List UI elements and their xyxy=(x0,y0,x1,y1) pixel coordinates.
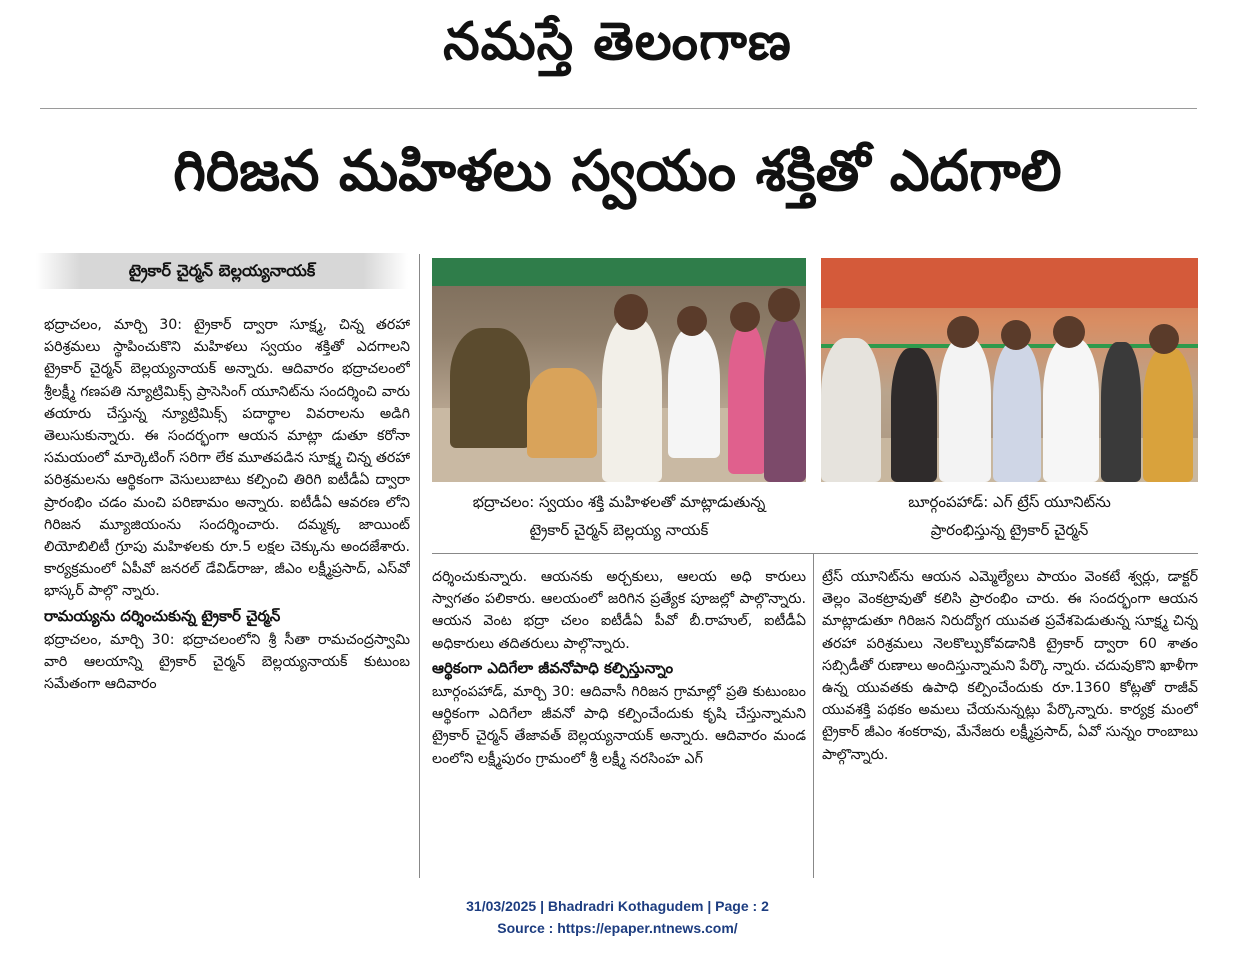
news-photo-burgampahad xyxy=(821,258,1198,482)
caption-line: ప్రారంభిస్తున్న ట్రైకార్ చైర్మన్ xyxy=(930,521,1089,539)
article-paragraph: భద్రాచలం, మార్చి 30: భద్రాచలంలోని శ్రీ సీతా రామచంద్రస్వామి వారి ఆలయాన్ని ట్రైకార్ చైర్మన్ బెల్లయ్యనాయక్ కుటుంబ సమేతంగా ఆదివారం xyxy=(44,631,410,693)
source-link[interactable]: Source : https://epaper.ntnews.com/ xyxy=(497,920,738,936)
article-paragraph: దర్శించుకున్నారు. ఆయనకు అర్చకులు, ఆలయ అధి కారులు స్వాగతం పలికారు. ఆలయంలో జరిగిన ప్రత్యేక పూజల్లో పాల్గొన్నారు. ఆయన వెంట భద్రా చలం ఐటీడీఏ పీవో బీ.రాహుల్, ఐటీడీఏ అధికారులు తదితరులు పాల్గొన్నారు. xyxy=(432,569,806,652)
article-kicker: ట్రైకార్ చైర్మన్ బెల్లయ్యనాయక్ xyxy=(36,253,408,289)
article-subheading: ఆర్థికంగా ఎదిగేలా జీవనోపాధి కల్పిస్తున్నాం xyxy=(432,658,674,677)
article-subheading: రామయ్యను దర్శించుకున్న ట్రైకార్ చైర్మన్ xyxy=(44,606,281,625)
caption-line: బూర్గంపహాడ్: ఎగ్ ట్రేస్ యూనిట్‌ను xyxy=(908,493,1111,511)
column-divider xyxy=(813,554,814,878)
masthead-divider xyxy=(40,108,1197,109)
photo-divider xyxy=(432,553,1198,554)
article-paragraph: ట్రేస్ యూనిట్‌ను ఆయన ఎమ్మెల్యేలు పాయం వెంకటే శ్వర్లు, డాక్టర్ తెల్లం వెంకట్రావుతో కలిసి ప్రారంభిం చారు. ఈ సందర్భంగా ఆయన మాట్లాడుతూ గిరిజన నిరుద్యోగ యువత ప్రవేశపెడుతున్న సూక్ష్మ చిన్న తరహా పరిశ్రమలు నెలకొల్పుకోవడానికి ట్రైకార్ ద్వారా 60 శాతం సబ్సిడీతో రుణాలు అందిస్తున్నామని పేర్కొ న్నారు. చదువుకొని ఖాళీగా ఉన్న యువతకు ఉపాధి కల్పించేందుకు రూ.1360 కోట్లతో రాజీవ్ యువశక్తి పథకం అమలు చేయనున్నట్లు పేర్కొన్నారు. కార్యక్ర మంలో ట్రైకార్ జీఎం శంకరావు, మేనేజరు లక్ష్మీప్రసాద్, ఏవో సున్నం రాంబాబు పాల్గొన్నారు. xyxy=(822,569,1198,763)
article-headline: గిరిజన మహిళలు స్వయం శక్తితో ఎదగాలి xyxy=(173,139,1062,204)
caption-line: భద్రాచలం: స్వయం శక్తి మహిళలతో మాట్లాడుతున్న xyxy=(472,493,766,511)
masthead-logo: నమస్తే తెలంగాణ xyxy=(443,11,792,72)
news-photo-bhadrachalam xyxy=(432,258,806,482)
photo-caption xyxy=(821,488,1198,544)
caption-line: ట్రైకార్ చైర్మన్ బెల్లయ్య నాయక్ xyxy=(529,521,709,539)
article-paragraph: భద్రాచలం, మార్చి 30: ట్రైకార్ ద్వారా సూక్ష్మ, చిన్న తరహా పరిశ్రమలు స్థాపించుకొని మహిళలు స్వయం శక్తితో ఎదగాలని ట్రైకార్ చైర్మన్ బెల్లయ్యనాయక్ అన్నారు. ఆదివారం భద్రాచలంలో శ్రీలక్ష్మీ గణపతి న్యూట్రిమిక్స్ ప్రాసెసింగ్ యూనిట్‌ను సందర్శించి వారు తయారు చేస్తున్న న్యూట్రిమిక్స్ పదార్థాల వివరాలను అడిగి తెలుసుకున్నారు. ఈ సందర్భంగా ఆయన మాట్లా డుతూ కరోనా సమయంలో మార్కెటింగ్ సరిగా లేక మూతపడిన సూక్ష్మ చిన్న తరహా పరిశ్రమలను ఆర్థికంగా వెసులుబాటు కల్పించి తిరిగి ఐటీడీఏ ద్వారా ప్రారంభిం చడం మంచి పరిణామం అన్నారు. ఐటీడీఏ ఆవరణ లోని గిరిజన మ్యూజియంను సందర్శించారు. దమ్మక్క జాయింట్ లియోబిలిటీ గ్రూపు మహిళలకు రూ.5 లక్షల చెక్కును అందజేశారు. కార్యక్రమంలో ఏపీవో జనరల్ డేవిడ్‌రాజు, జీఎం లక్ష్మీప్రసాద్, ఎస్‌వో భాస్కర్ పాల్గొ న్నారు. xyxy=(44,317,410,600)
column-divider xyxy=(419,254,420,878)
photo-caption xyxy=(432,488,806,544)
article-paragraph: బూర్గంపహాడ్, మార్చి 30: ఆదివాసీ గిరిజన గ్రామాల్లో ప్రతి కుటుంబం ఆర్థికంగా ఎదిగేలా జీవనో పాధి కల్పించేందుకు కృషి చేస్తున్నామని ట్రైకార్ చైర్మన్ తేజావత్ బెల్లయ్యనాయక్ అన్నారు. ఆదివారం మండ లంలోని లక్ష్మీపురం గ్రామంలో శ్రీ లక్ష్మీ నరసింహ ఎగ్ xyxy=(432,684,806,767)
edition-info: 31/03/2025 | Bhadradri Kothagudem | Page : 2 xyxy=(466,898,769,914)
article-column-1 xyxy=(44,314,410,869)
article-column-2 xyxy=(432,566,806,866)
article-column-3 xyxy=(822,566,1198,866)
